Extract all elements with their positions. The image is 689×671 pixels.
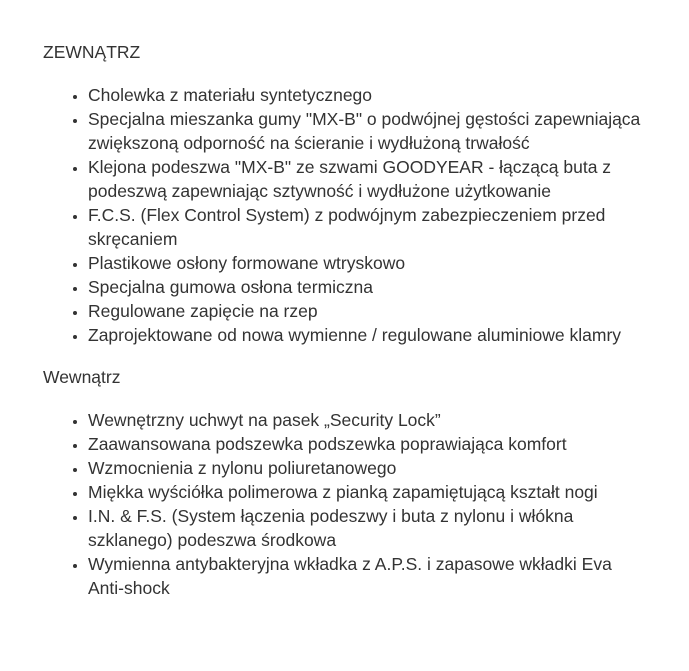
list-item: • Specjalna mieszanka gumy "MX-B" o podwójnej gęstości zapewniająca zwiększoną odporność na ścieranie i wydłużoną trwałość: [88, 107, 648, 155]
list-item: • Wewnętrzny uchwyt na pasek „Security Lock”: [88, 408, 648, 432]
product-description: [43, 40, 653, 618]
list-item: • I.N. & F.S. (System łączenia podeszwy i buta z nylonu i włókna szklanego) podeszwa środkowa: [88, 504, 648, 552]
list-item: • Klejona podeszwa "MX-B" ze szwami GOODYEAR - łączącą buta z podeszwą zapewniając sztywność i wydłużone użytkowanie: [88, 155, 648, 203]
list-item: • Specjalna gumowa osłona termiczna: [88, 275, 648, 299]
list-item: • Wymienna antybakteryjna wkładka z A.P.S. i zapasowe wkładki Eva Anti-shock: [88, 552, 648, 600]
list-item: • Wzmocnienia z nylonu poliuretanowego: [88, 456, 648, 480]
list-item: • Cholewka z materiału syntetycznego: [88, 83, 648, 107]
outside-features-list: [43, 83, 653, 347]
list-item: • F.C.S. (Flex Control System) z podwójnym zabezpieczeniem przed skręcaniem: [88, 203, 648, 251]
list-item: • Regulowane zapięcie na rzep: [88, 299, 648, 323]
list-item: • Zaprojektowane od nowa wymienne / regulowane aluminiowe klamry: [88, 323, 648, 347]
list-item: • Plastikowe osłony formowane wtryskowo: [88, 251, 648, 275]
list-item: • Miękka wyściółka polimerowa z pianką zapamiętującą kształt nogi: [88, 480, 648, 504]
inside-features-list: [43, 408, 653, 600]
section-heading-inside: Wewnątrz: [43, 367, 121, 387]
section-heading-outside: ZEWNĄTRZ: [43, 42, 141, 62]
list-item: • Zaawansowana podszewka podszewka poprawiająca komfort: [88, 432, 648, 456]
